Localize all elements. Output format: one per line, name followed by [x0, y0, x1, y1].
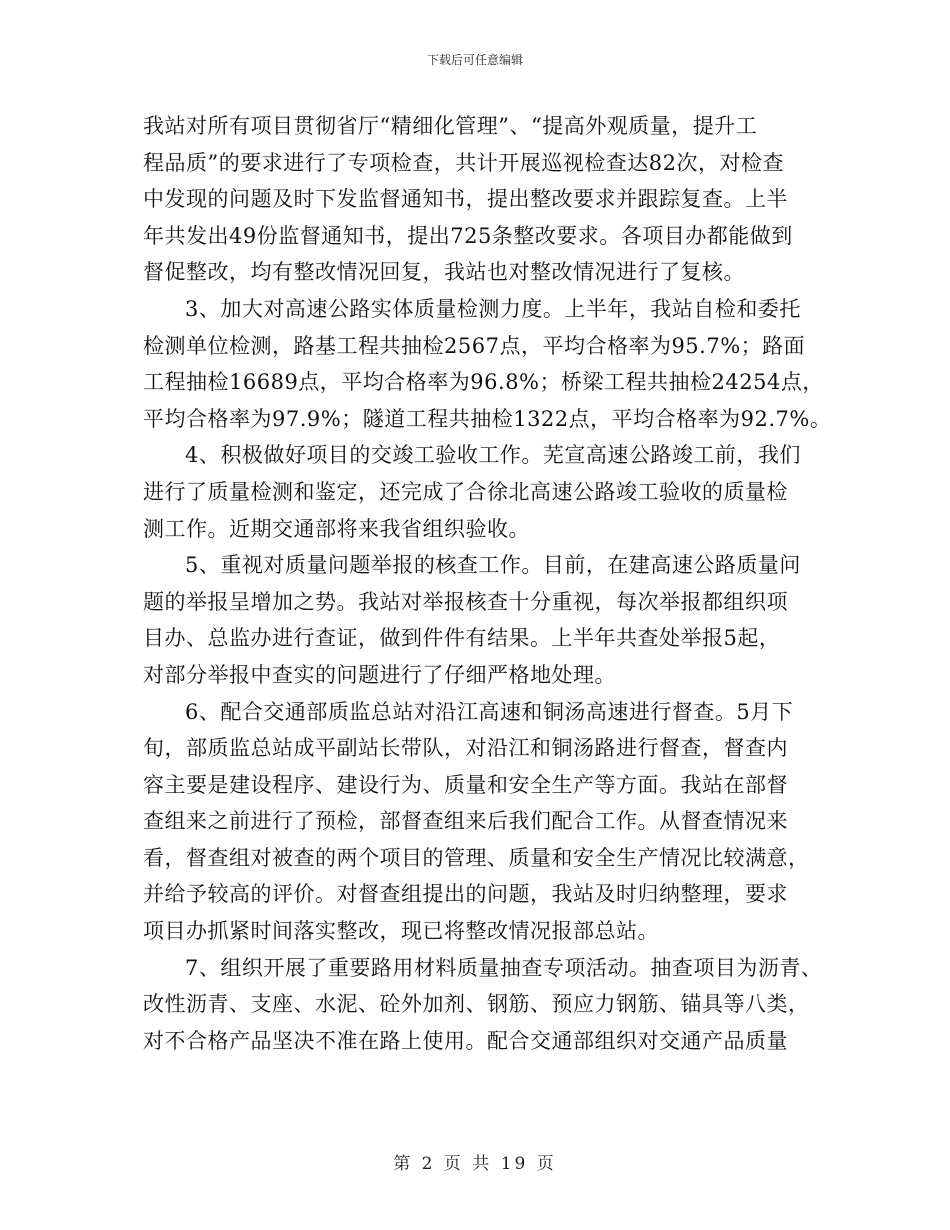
page-number: 第 2 页 共 19 页 [393, 1154, 557, 1174]
text-line: 督促整改，均有整改情况回复，我站也对整改情况进行了复核。 [143, 260, 745, 285]
text-line: 查组来之前进行了预检，部督查组来后我们配合工作。从督查情况来 [143, 809, 788, 834]
text-line: 对部分举报中查实的问题进行了仔细严格地处理。 [143, 662, 616, 687]
paragraph-1 [143, 108, 843, 291]
text-line: 旬，部质监总站成平副站长带队，对沿江和铜汤路进行督查，督查内 [143, 736, 788, 761]
text-line: 看，督查组对被查的两个项目的管理、质量和安全生产情况比较满意， [143, 845, 810, 870]
document-body [143, 108, 843, 1059]
text-line: 并给予较高的评价。对督查组提出的问题，我站及时归纳整理，要求 [143, 882, 788, 907]
text-line: 容主要是建设程序、建设行为、质量和安全生产等方面。我站在部督 [143, 772, 788, 797]
text-line: 年共发出49份监督通知书，提出725条整改要求。各项目办都能做到 [143, 223, 793, 248]
text-line: 对不合格产品坚决不准在路上使用。配合交通部组织对交通产品质量 [143, 1028, 788, 1053]
paragraph-3-quality-testing [143, 291, 843, 437]
text-line: 3、加大对高速公路实体质量检测力度。上半年，我站自检和委托 [185, 296, 801, 321]
paragraph-6-inspection [143, 694, 843, 950]
page-header: 下载后可任意编辑 [426, 53, 523, 67]
text-line: 6、配合交通部质监总站对沿江高速和铜汤高速进行督查。5月下 [185, 699, 794, 724]
text-line: 测工作。近期交通部将来我省组织验收。 [143, 516, 530, 541]
paragraph-5-complaints [143, 547, 843, 693]
text-line: 检测单位检测，路基工程共抽检2567点，平均合格率为95.7%；路面 [143, 333, 806, 358]
text-line: 程品质”的要求进行了专项检查，共计开展巡视检查达82次，对检查 [143, 150, 784, 175]
text-line: 目办、总监办进行查证，做到件件有结果。上半年共查处举报5起， [143, 626, 781, 651]
text-line: 题的举报呈增加之势。我站对举报核查十分重视，每次举报都组织项 [143, 589, 788, 614]
text-line: 7、组织开展了重要路用材料质量抽查专项活动。抽查项目为沥青、 [185, 955, 823, 980]
paragraph-4-acceptance [143, 437, 843, 547]
text-line: 5、重视对质量问题举报的核查工作。目前，在建高速公路质量问 [185, 553, 801, 578]
text-line: 改性沥青、支座、水泥、砼外加剂、钢筋、预应力钢筋、锚具等八类， [143, 992, 810, 1017]
text-line: 平均合格率为97.9%；隧道工程共抽检1322点，平均合格率为92.7%。 [143, 406, 832, 431]
text-line: 进行了质量检测和鉴定，还完成了合徐北高速公路竣工验收的质量检 [143, 479, 788, 504]
text-line: 4、积极做好项目的交竣工验收工作。芜宣高速公路竣工前，我们 [185, 443, 801, 468]
text-line: 中发现的问题及时下发监督通知书，提出整改要求并跟踪复查。上半 [143, 187, 788, 212]
text-line: 项目办抓紧时间落实整改，现已将整改情况报部总站。 [143, 919, 659, 944]
paragraph-7-materials [143, 950, 843, 1060]
text-line: 我站对所有项目贯彻省厅“精细化管理”、“提高外观质量，提升工 [143, 114, 758, 138]
text-line: 工程抽检16689点，平均合格率为96.8%；桥梁工程共抽检24254点， [143, 370, 824, 395]
